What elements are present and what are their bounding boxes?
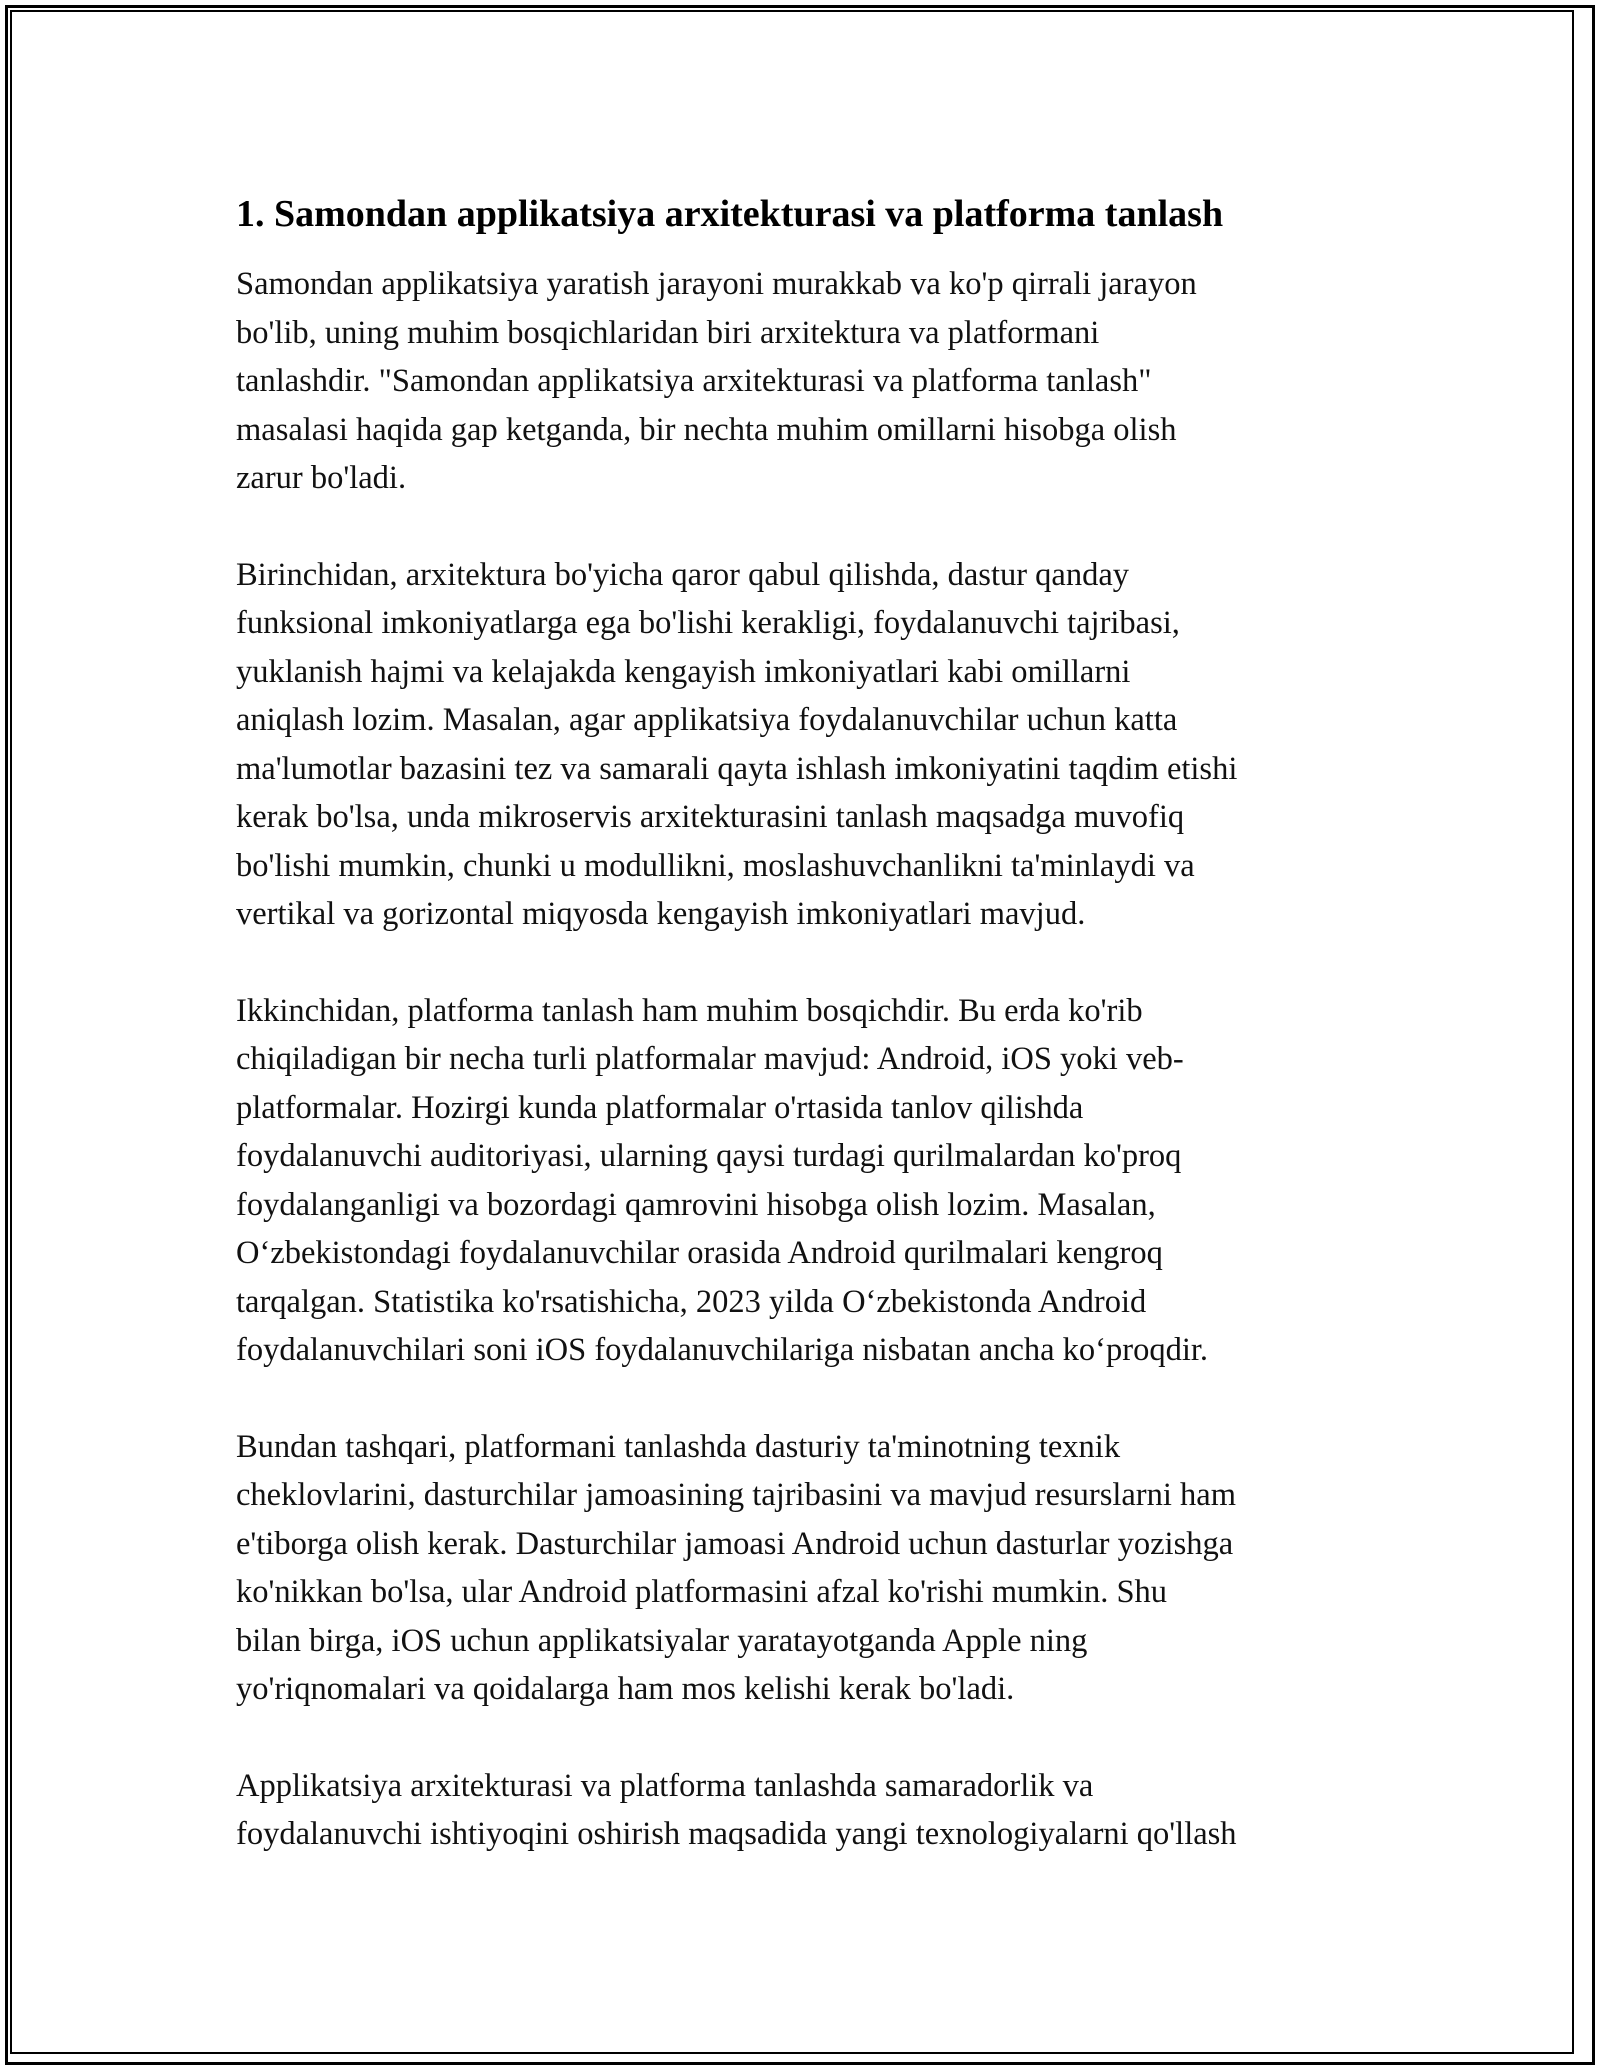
text-line: foydalanuvchi auditoriyasi, ularning qaysi turdagi qurilmalardan ko'proq xyxy=(236,1138,1182,1174)
text-line: bo'lib, uning muhim bosqichlaridan biri arxitektura va platformani xyxy=(236,314,1100,351)
text-line: e'tiborga olish kerak. Dasturchilar jamoasi Android uchun dasturlar yozishga xyxy=(236,1525,1234,1562)
text-line: foydalanuvchilari soni iOS foydalanuvchilariga nisbatan ancha koʻproqdir. xyxy=(236,1332,1209,1368)
text-line: Samondan applikatsiya yaratish jarayoni murakkab va ko'p qirrali jarayon xyxy=(236,266,1197,302)
text-line: kerak bo'lsa, unda mikroservis arxitekturasini tanlash maqsadga muvofiq xyxy=(236,799,1185,835)
paragraph-5 xyxy=(236,1762,1396,1859)
paragraph-3 xyxy=(236,987,1396,1375)
text-line: platformalar. Hozirgi kunda platformalar o'rtasida tanlov qilishda xyxy=(236,1089,1084,1126)
text-line: cheklovlarini, dasturchilar jamoasining tajribasini va mavjud resurslarni ham xyxy=(236,1477,1236,1513)
text-line: tanlashdir. "Samondan applikatsiya arxitekturasi va platforma tanlash" xyxy=(236,363,1152,399)
text-line: foydalanganligi va bozordagi qamrovini hisobga olish lozim. Masalan, xyxy=(236,1186,1156,1223)
document-body xyxy=(236,188,1396,1907)
text-line: Bundan tashqari, platformani tanlashda dasturiy ta'minotning texnik xyxy=(236,1428,1121,1465)
text-line: aniqlash lozim. Masalan, agar applikatsiya foydalanuvchilar uchun katta xyxy=(236,702,1178,738)
text-line: vertikal va gorizontal miqyosda kengayish imkoniyatlari mavjud. xyxy=(236,896,1086,932)
text-line: ma'lumotlar bazasini tez va samarali qayta ishlash imkoniyatini taqdim etishi xyxy=(236,750,1238,787)
text-line: chiqiladigan bir necha turli platformalar mavjud: Android, iOS yoki veb- xyxy=(236,1041,1184,1077)
text-line: Ikkinchidan, platforma tanlash ham muhim bosqichdir. Bu erda ko'rib xyxy=(236,992,1143,1029)
text-line: Applikatsiya arxitekturasi va platforma tanlashda samaradorlik va xyxy=(236,1767,1094,1804)
text-line: zarur bo'ladi. xyxy=(236,460,407,496)
text-line: bo'lishi mumkin, chunki u modullikni, moslashuvchanlikni ta'minlaydi va xyxy=(236,847,1195,884)
text-line: Oʻzbekistondagi foydalanuvchilar orasida Android qurilmalari kengroq xyxy=(236,1235,1163,1271)
text-line: yo'riqnomalari va qoidalarga ham mos kelishi kerak bo'ladi. xyxy=(236,1671,1015,1707)
text-line: funksional imkoniyatlarga ega bo'lishi kerakligi, foydalanuvchi tajribasi, xyxy=(236,605,1180,641)
text-line: Birinchidan, arxitektura bo'yicha qaror qabul qilishda, dastur qanday xyxy=(236,556,1130,593)
text-line: bilan birga, iOS uchun applikatsiyalar yaratayotganda Apple ning xyxy=(236,1622,1088,1659)
paragraph-4 xyxy=(236,1423,1396,1714)
paragraph-1 xyxy=(236,260,1396,503)
paragraph-2 xyxy=(236,551,1396,939)
text-line: ko'nikkan bo'lsa, ular Android platformasini afzal ko'rishi mumkin. Shu xyxy=(236,1574,1168,1610)
text-line: yuklanish hajmi va kelajakda kengayish imkoniyatlari kabi omillarni xyxy=(236,653,1131,690)
text-line: tarqalgan. Statistika ko'rsatishicha, 2023 yilda Oʻzbekistonda Android xyxy=(236,1283,1147,1320)
section-heading: 1. Samondan applikatsiya arxitekturasi va platforma tanlash xyxy=(236,193,1224,235)
text-line: masalasi haqida gap ketganda, bir nechta muhim omillarni hisobga olish xyxy=(236,411,1177,448)
text-line: foydalanuvchi ishtiyoqini oshirish maqsadida yangi texnologiyalarni qo'llash xyxy=(236,1816,1237,1852)
